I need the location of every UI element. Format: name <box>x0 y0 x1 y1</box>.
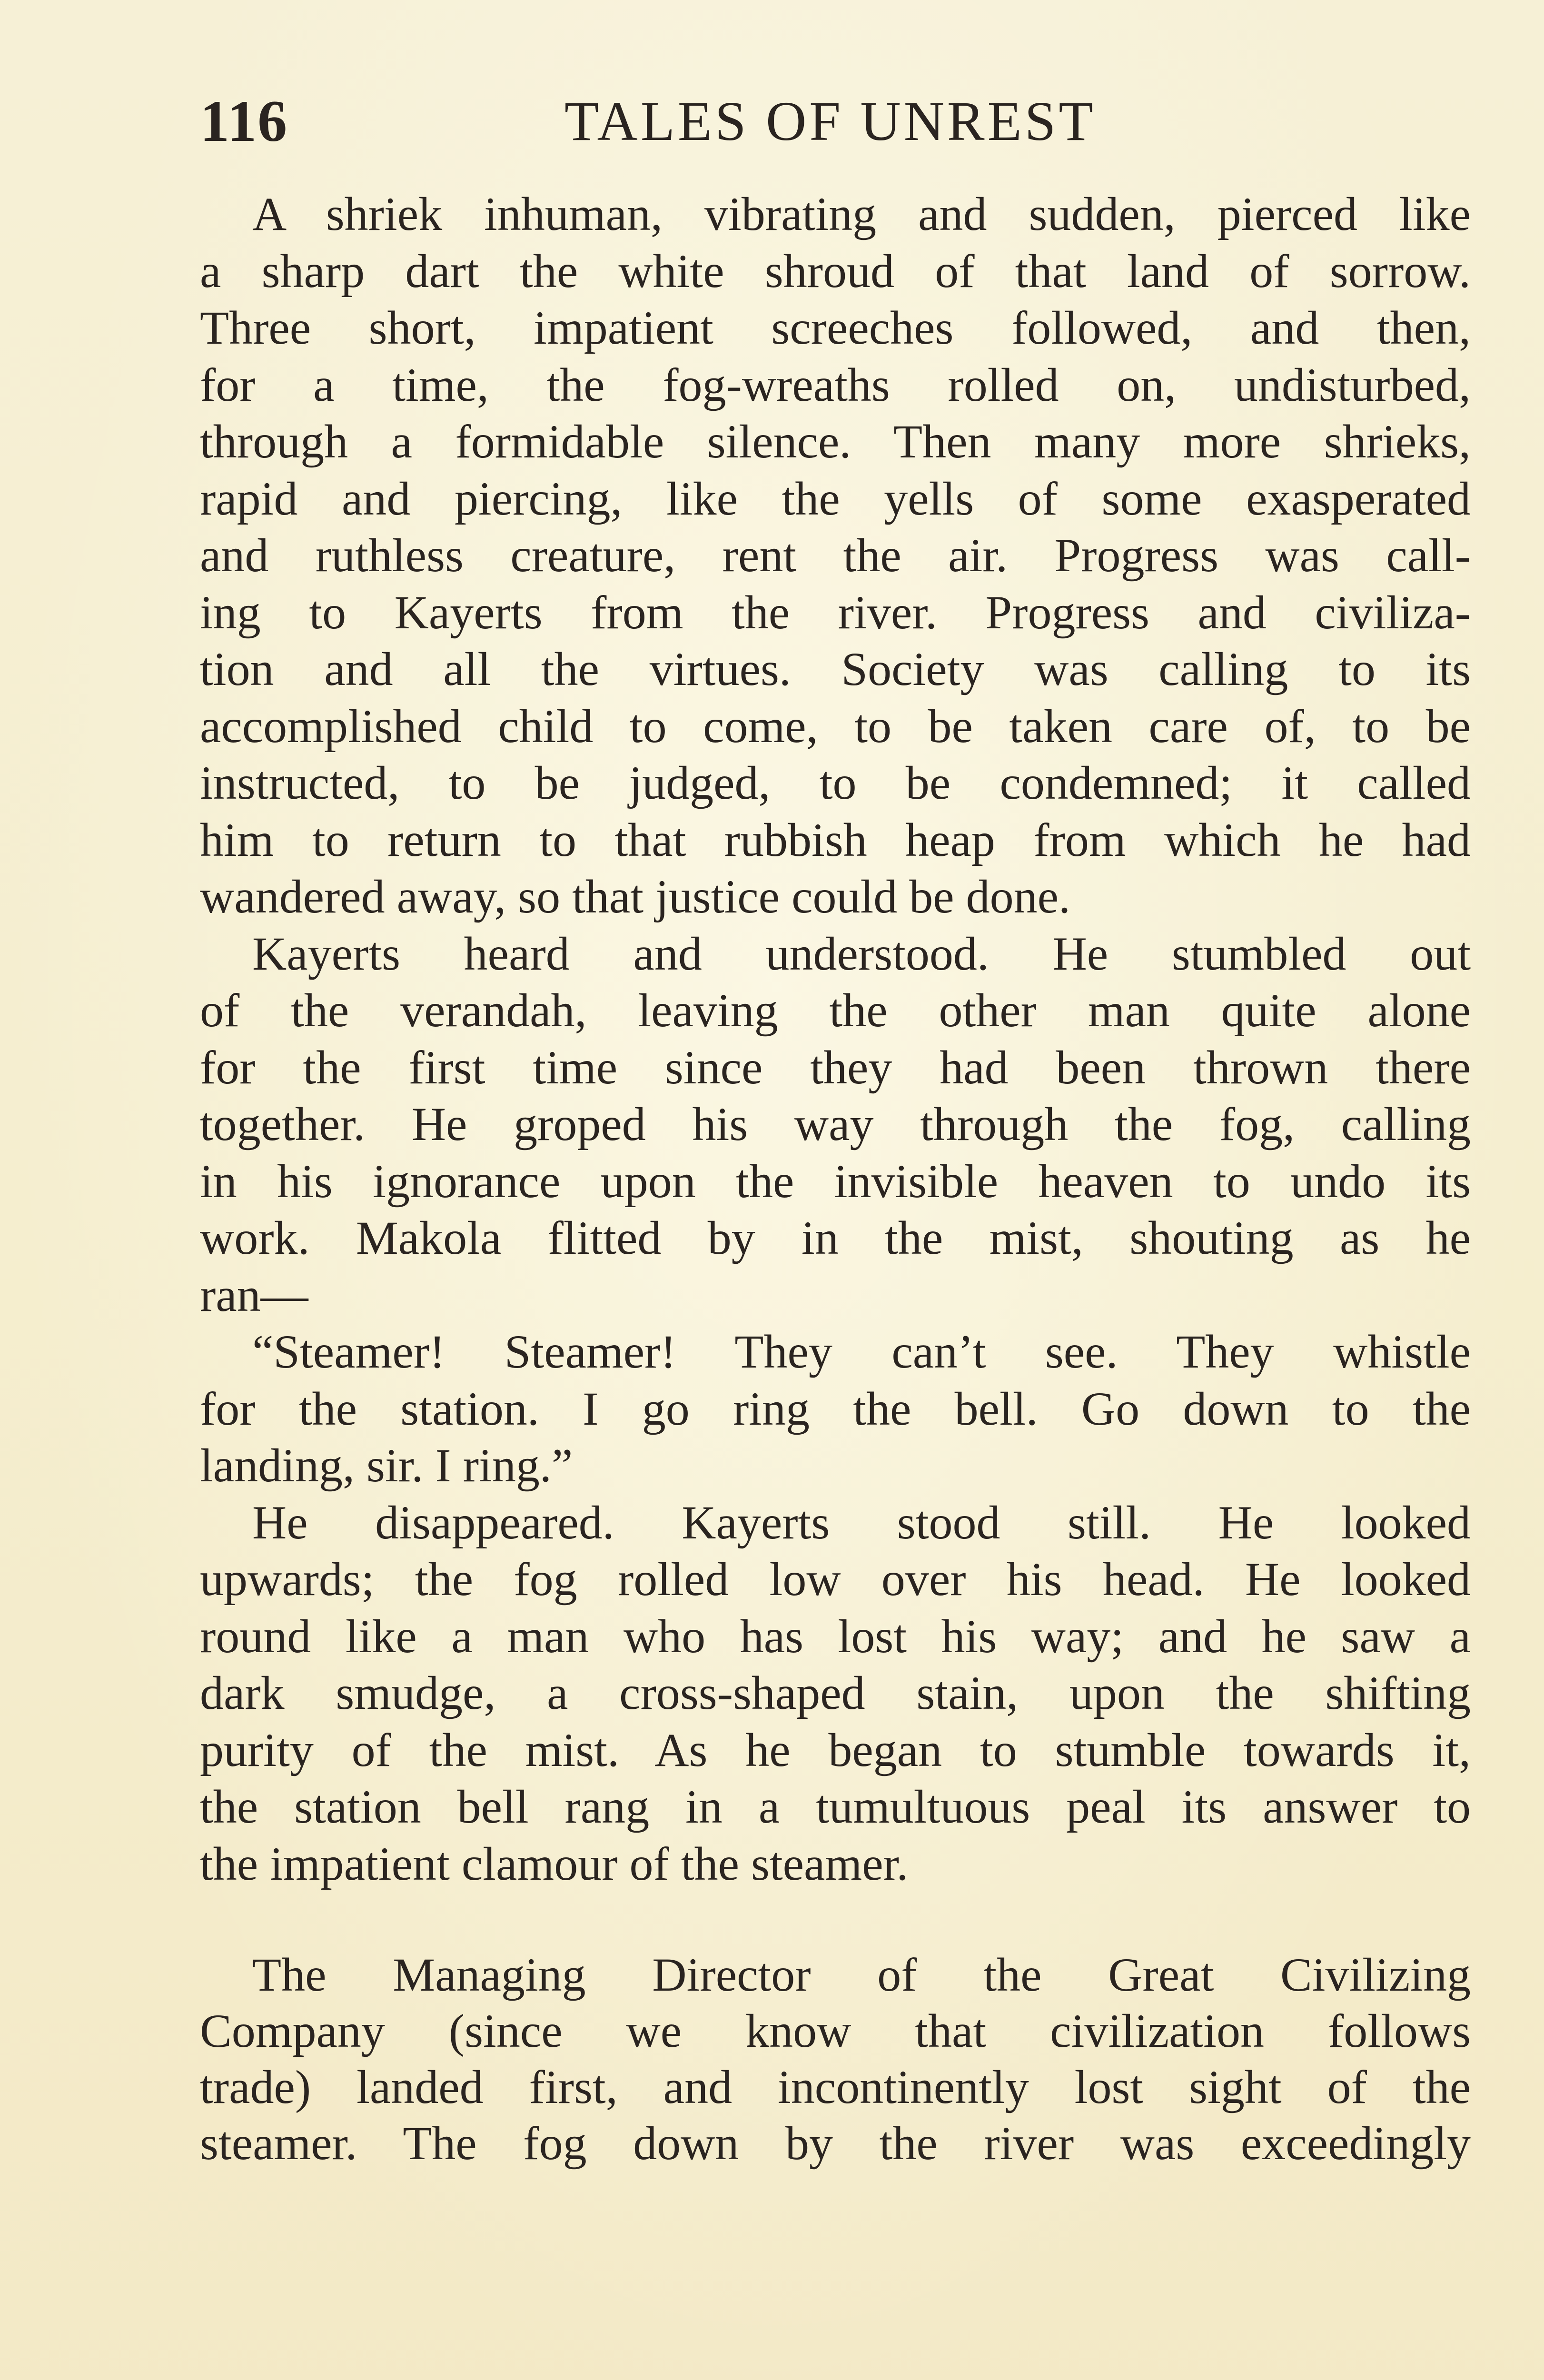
text-line: instructed, to be judged, to be condemned; it called <box>200 756 1471 809</box>
body-text-section-2 <box>200 1947 1471 2172</box>
text-line: A shriek inhuman, vibrating and sudden, pierced like <box>252 188 1471 240</box>
running-head: TALES OF UNREST <box>564 90 1096 152</box>
text-line: round like a man who has lost his way; and he saw a <box>200 1609 1471 1663</box>
text-line: for a time, the fog-wreaths rolled on, undisturbed, <box>200 358 1471 411</box>
text-line: He disappeared. Kayerts stood still. He looked <box>252 1496 1471 1549</box>
text-line: through a formidable silence. Then many more shrieks, <box>200 415 1471 468</box>
text-line: him to return to that rubbish heap from which he had <box>200 813 1471 866</box>
text-line: upwards; the fog rolled low over his head. He looked <box>200 1553 1471 1606</box>
text-line: ing to Kayerts from the river. Progress and civiliza- <box>200 585 1471 639</box>
text-line: the station bell rang in a tumultuous peal its answer to <box>200 1780 1471 1833</box>
text-line: Kayerts heard and understood. He stumbled out <box>252 927 1471 980</box>
text-line: wandered away, so that justice could be done. <box>200 870 1071 923</box>
text-line: of the verandah, leaving the other man quite alone <box>200 984 1471 1037</box>
text-line: a sharp dart the white shroud of that land of sorrow. <box>200 244 1471 298</box>
text-line: tion and all the virtues. Society was calling to its <box>200 643 1471 695</box>
text-line: landing, sir. I ring.” <box>200 1439 573 1492</box>
text-line: The Managing Director of the Great Civilizing <box>252 1948 1471 2001</box>
text-line: accomplished child to come, to be taken care of, to be <box>200 699 1471 753</box>
site-watermark <box>1140 2378 1436 2380</box>
body-text-section-1 <box>200 186 1471 1892</box>
text-line: trade) landed first, and incontinently lost sight of the <box>200 2061 1471 2113</box>
text-line: steamer. The fog down by the river was exceedingly <box>200 2117 1471 2170</box>
text-line: “Steamer! Steamer! They can’t see. They whistle <box>252 1325 1471 1378</box>
text-line: dark smudge, a cross-shaped stain, upon the shifting <box>200 1666 1471 1719</box>
text-line: work. Makola flitted by in the mist, shouting as he <box>200 1211 1471 1264</box>
text-line: for the station. I go ring the bell. Go down to the <box>200 1382 1471 1435</box>
text-line: for the first time since they had been thrown there <box>200 1041 1471 1094</box>
page-number: 116 <box>200 89 288 154</box>
text-line: rapid and piercing, like the yells of some exasperated <box>200 472 1471 525</box>
text-line: purity of the mist. As he began to stumble towards it, <box>200 1723 1471 1776</box>
text-line: Three short, impatient screeches followed, and then, <box>200 301 1471 354</box>
text-line: ran— <box>200 1268 308 1321</box>
text-line: together. He groped his way through the fog, calling <box>200 1098 1471 1150</box>
text-line: the impatient clamour of the steamer. <box>200 1837 909 1890</box>
text-line: and ruthless creature, rent the air. Progress was call- <box>200 529 1471 582</box>
text-line: in his ignorance upon the invisible heaven to undo its <box>200 1154 1471 1208</box>
text-line: Company (since we know that civilization follows <box>200 2004 1471 2057</box>
